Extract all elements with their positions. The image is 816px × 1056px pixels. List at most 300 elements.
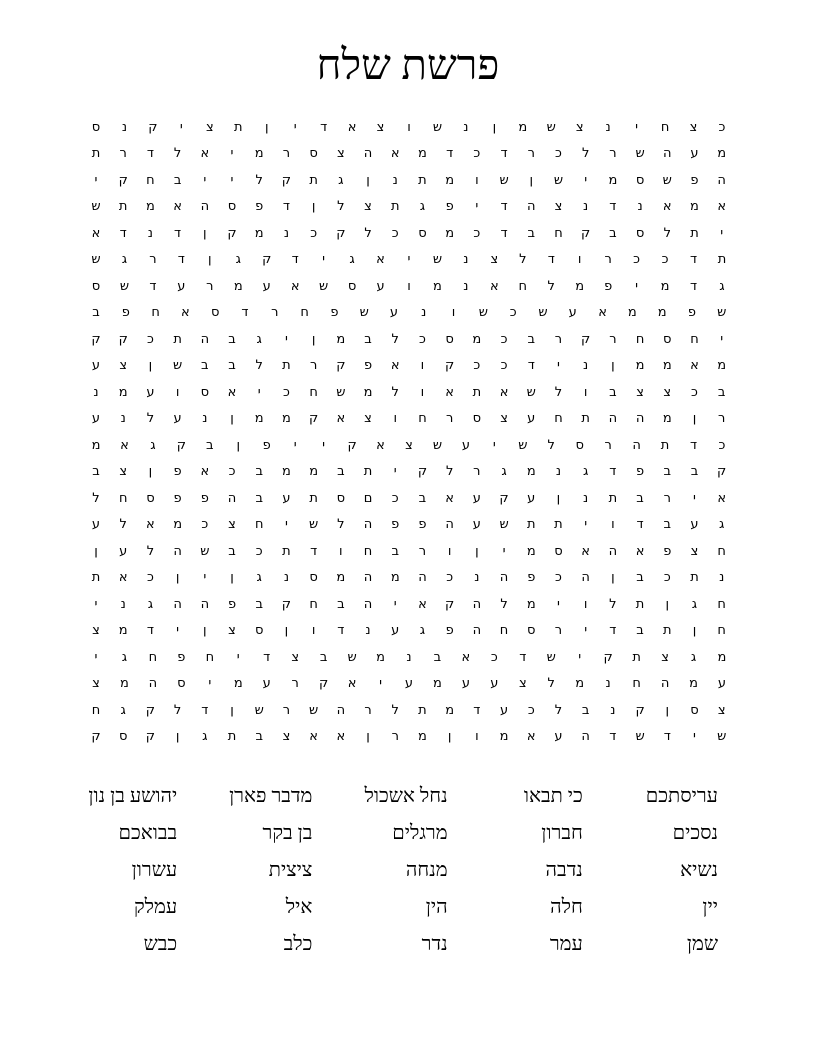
grid-letter: ר xyxy=(282,146,291,162)
grid-letter: י xyxy=(720,225,724,241)
grid-letter: ג xyxy=(690,649,697,665)
grid-letter: י xyxy=(230,146,234,162)
grid-letter: ל xyxy=(364,225,372,241)
grid-letter: מ xyxy=(690,199,699,215)
grid-letter: ב xyxy=(418,490,427,506)
word-bank-item: עמר xyxy=(549,933,583,955)
grid-letter: י xyxy=(208,676,212,692)
grid-letter: כ xyxy=(718,437,726,453)
grid-letter: כ xyxy=(201,517,209,533)
grid-row xyxy=(84,644,734,671)
page-title: פרשת שלח xyxy=(316,43,500,89)
grid-letter: מ xyxy=(717,146,727,162)
grid-letter: נ xyxy=(93,384,99,400)
grid-letter: ג xyxy=(147,596,154,612)
grid-letter: י xyxy=(230,172,234,188)
grid-letter: ו xyxy=(583,384,588,400)
grid-letter: פ xyxy=(445,199,454,215)
grid-row xyxy=(84,379,734,406)
grid-letter: ב xyxy=(228,543,236,559)
grid-letter: מ xyxy=(145,199,155,215)
grid-letter: א xyxy=(227,384,237,400)
word-bank-item: כלב xyxy=(283,933,313,955)
grid-letter: פ xyxy=(262,437,271,453)
grid-letter: ק xyxy=(309,411,319,427)
grid-letter: ב xyxy=(581,702,590,718)
grid-letter: ד xyxy=(689,278,698,294)
grid-letter: ג xyxy=(121,252,128,268)
grid-letter: ר xyxy=(604,437,612,453)
grid-letter: ה xyxy=(363,570,373,586)
grid-letter: ת xyxy=(91,146,101,162)
grid-letter: ה xyxy=(581,729,590,745)
grid-letter: ב xyxy=(255,729,263,745)
grid-letter: ע xyxy=(461,437,470,453)
grid-letter: מ xyxy=(608,172,618,188)
grid-letter: צ xyxy=(490,252,499,268)
grid-letter: נ xyxy=(610,702,616,718)
grid-letter: ע xyxy=(490,676,499,692)
grid-letter: צ xyxy=(282,729,291,745)
grid-letter: ח xyxy=(632,676,641,692)
grid-letter: מ xyxy=(526,464,536,480)
grid-letter: ע xyxy=(173,411,182,427)
grid-letter: ח xyxy=(717,623,726,639)
grid-letter: ס xyxy=(635,172,645,188)
grid-letter: ש xyxy=(336,384,346,400)
grid-row xyxy=(84,538,734,565)
grid-letter: כ xyxy=(391,490,399,506)
grid-letter: ל xyxy=(391,384,399,400)
grid-letter: ג xyxy=(121,649,128,665)
grid-row xyxy=(84,220,734,247)
grid-letter: ע xyxy=(91,517,101,533)
grid-letter: י xyxy=(322,252,326,268)
grid-letter: ס xyxy=(146,490,155,506)
grid-letter: מ xyxy=(309,464,319,480)
grid-letter: י xyxy=(293,119,297,135)
word-bank-item: יהושע בן נון xyxy=(88,785,178,807)
grid-letter: ב xyxy=(255,490,263,506)
grid-letter: ר xyxy=(364,702,372,718)
grid-letter: ן xyxy=(203,225,207,241)
grid-letter: ק xyxy=(176,437,186,453)
grid-letter: נ xyxy=(605,676,611,692)
grid-letter: ש xyxy=(546,119,556,135)
grid-letter: ה xyxy=(227,490,237,506)
grid-letter: ד xyxy=(446,146,454,162)
grid-letter: ת xyxy=(526,517,536,533)
grid-letter: ח xyxy=(660,119,670,135)
grid-letter: ב xyxy=(391,543,399,559)
grid-letter: ג xyxy=(202,729,208,745)
grid-row xyxy=(84,141,734,168)
grid-letter: נ xyxy=(583,199,589,215)
grid-letter: ב xyxy=(717,384,726,400)
grid-letter: ל xyxy=(547,437,555,453)
grid-letter: ע xyxy=(717,676,727,692)
grid-letter: פ xyxy=(418,517,427,533)
grid-letter: צ xyxy=(500,411,508,427)
grid-letter: מ xyxy=(233,278,243,294)
grid-letter: ת xyxy=(363,464,373,480)
grid-letter: ל xyxy=(581,146,590,162)
word-bank-item: עריסתכם xyxy=(645,785,718,807)
grid-letter: ס xyxy=(347,278,357,294)
grid-letter: מ xyxy=(254,225,264,241)
grid-letter: י xyxy=(94,596,98,612)
grid-letter: ע xyxy=(568,305,577,321)
grid-letter: צ xyxy=(405,437,413,453)
grid-letter: ב xyxy=(92,305,100,321)
grid-letter: י xyxy=(284,331,288,347)
word-bank-item: מרגלים xyxy=(392,822,448,844)
grid-letter: א xyxy=(635,543,645,559)
grid-letter: ק xyxy=(91,729,101,745)
grid-letter: מ xyxy=(472,331,482,347)
grid-letter: ב xyxy=(636,570,644,586)
grid-letter: ש xyxy=(553,172,564,188)
grid-letter: ן xyxy=(692,411,697,427)
grid-letter: א xyxy=(336,729,346,745)
grid-letter: כ xyxy=(473,358,481,374)
grid-letter: ס xyxy=(554,543,563,559)
grid-letter: י xyxy=(635,278,639,294)
grid-letter: ב xyxy=(609,225,617,241)
grid-letter: ב xyxy=(636,490,644,506)
grid-letter: ת xyxy=(227,729,237,745)
grid-letter: ע xyxy=(404,676,414,692)
grid-letter: מ xyxy=(575,676,585,692)
grid-letter: כ xyxy=(633,252,641,268)
grid-letter: ק xyxy=(336,358,346,374)
grid-letter: ג xyxy=(501,464,507,480)
grid-letter: מ xyxy=(118,384,128,400)
grid-letter: ע xyxy=(282,490,291,506)
grid-letter: ו xyxy=(311,623,316,639)
grid-letter: ת xyxy=(690,570,699,586)
grid-letter: ד xyxy=(609,199,617,215)
grid-letter: נ xyxy=(555,464,562,480)
grid-letter: נ xyxy=(121,119,128,135)
grid-letter: נ xyxy=(463,119,469,135)
grid-letter: ח xyxy=(518,278,528,294)
grid-letter: נ xyxy=(421,305,427,321)
word-bank-item: יין xyxy=(702,896,718,918)
grid-letter: פ xyxy=(173,490,182,506)
grid-letter: ן xyxy=(366,729,370,745)
grid-letter: ק xyxy=(717,464,727,480)
grid-letter: א xyxy=(118,570,128,586)
grid-letter: ת xyxy=(690,225,699,241)
grid-letter: י xyxy=(578,649,582,665)
grid-letter: ת xyxy=(660,437,670,453)
grid-letter: ד xyxy=(636,517,644,533)
grid-letter: ת xyxy=(581,411,590,427)
grid-letter: מ xyxy=(657,305,667,321)
grid-letter: ר xyxy=(718,411,726,427)
grid-letter: ש xyxy=(538,305,548,321)
grid-letter: ו xyxy=(475,729,479,745)
grid-letter: ה xyxy=(363,517,373,533)
grid-letter: ד xyxy=(609,623,617,639)
grid-letter: ג xyxy=(235,252,241,268)
grid-letter: מ xyxy=(282,464,291,480)
grid-letter: ר xyxy=(445,411,454,427)
grid-letter: ל xyxy=(146,411,155,427)
grid-letter: מ xyxy=(717,358,727,374)
grid-letter: ה xyxy=(173,543,182,559)
grid-letter: ן xyxy=(665,596,670,612)
word-bank-item: בבואכם xyxy=(118,822,178,844)
grid-letter: ב xyxy=(173,172,182,188)
word-bank-item: נדבה xyxy=(545,859,583,881)
grid-letter: ו xyxy=(339,543,343,559)
grid-letter: ס xyxy=(336,490,346,506)
grid-letter: א xyxy=(390,146,400,162)
grid-letter: ח xyxy=(554,225,563,241)
grid-letter: ב xyxy=(319,649,328,665)
grid-row xyxy=(84,353,734,380)
grid-letter: ת xyxy=(418,702,427,718)
grid-letter: ח xyxy=(146,172,155,188)
grid-letter: ש xyxy=(359,305,369,321)
grid-letter: ע xyxy=(91,358,101,374)
grid-letter: ח xyxy=(717,543,726,559)
grid-row xyxy=(84,167,734,194)
grid-letter: צ xyxy=(119,464,128,480)
grid-row xyxy=(84,697,734,724)
grid-letter: ע xyxy=(499,702,509,718)
grid-letter: י xyxy=(584,623,588,639)
grid-letter: ק xyxy=(319,676,329,692)
grid-letter: י xyxy=(379,676,382,692)
grid-letter: ב xyxy=(663,464,672,480)
grid-letter: ר xyxy=(149,252,157,268)
grid-letter: כ xyxy=(391,225,399,241)
grid-letter: ן xyxy=(264,119,269,135)
grid-letter: ב xyxy=(228,358,236,374)
grid-letter: ן xyxy=(175,729,180,745)
grid-letter: ס xyxy=(118,729,128,745)
grid-letter: ב xyxy=(433,649,442,665)
grid-letter: ל xyxy=(554,702,563,718)
grid-letter: ע xyxy=(527,411,536,427)
grid-letter: נ xyxy=(583,490,589,506)
grid-letter: נ xyxy=(365,623,371,639)
grid-letter: כ xyxy=(718,119,726,135)
grid-letter: ק xyxy=(417,464,428,480)
grid-letter: ן xyxy=(475,543,479,559)
grid-row xyxy=(84,724,734,751)
grid-letter: ן xyxy=(366,172,370,188)
grid-letter: ד xyxy=(282,199,290,215)
grid-letter: ר xyxy=(291,676,299,692)
grid-row xyxy=(84,432,734,459)
grid-letter: ד xyxy=(263,649,271,665)
grid-letter: א xyxy=(526,729,536,745)
grid-letter: ש xyxy=(432,252,443,268)
word-bank-item: ציצית xyxy=(268,859,313,881)
grid-letter: ר xyxy=(391,729,399,745)
grid-letter: מ xyxy=(433,278,442,294)
grid-letter: ל xyxy=(663,225,671,241)
grid-letter: ת xyxy=(608,490,618,506)
grid-letter: י xyxy=(502,543,506,559)
grid-letter: ן xyxy=(148,358,153,374)
grid-letter: א xyxy=(120,437,129,453)
grid-letter: ש xyxy=(309,517,319,533)
grid-letter: א xyxy=(290,278,300,294)
grid-letter: ק xyxy=(581,331,591,347)
grid-letter: פ xyxy=(391,517,400,533)
grid-letter: א xyxy=(418,596,427,612)
grid-letter: ן xyxy=(611,570,615,586)
grid-letter: י xyxy=(492,437,496,453)
grid-letter: ד xyxy=(500,146,508,162)
grid-letter: ר xyxy=(554,623,563,639)
grid-letter: ה xyxy=(363,596,373,612)
grid-letter: ח xyxy=(91,702,101,718)
grid-letter: י xyxy=(176,623,180,639)
grid-letter: ת xyxy=(233,119,243,135)
grid-letter: י xyxy=(693,729,696,745)
grid-letter: מ xyxy=(376,649,385,665)
grid-letter: מ xyxy=(662,358,672,374)
grid-letter: י xyxy=(94,172,98,188)
grid-letter: נ xyxy=(463,278,469,294)
grid-letter: ו xyxy=(407,119,411,135)
grid-letter: י xyxy=(322,437,326,453)
grid-letter: ס xyxy=(91,278,101,294)
grid-letter: ת xyxy=(309,490,318,506)
grid-letter: מ xyxy=(518,119,528,135)
grid-letter: נ xyxy=(719,570,725,586)
grid-letter: נ xyxy=(637,199,643,215)
grid-letter: י xyxy=(257,384,261,400)
grid-letter: י xyxy=(635,119,639,135)
grid-letter: ן xyxy=(665,702,670,718)
grid-letter: ד xyxy=(663,729,671,745)
grid-letter: ס xyxy=(663,331,672,347)
grid-letter: מ xyxy=(254,411,264,427)
grid-letter: ע xyxy=(262,676,271,692)
grid-letter: ן xyxy=(529,172,534,188)
grid-letter: ד xyxy=(320,119,328,135)
grid-row xyxy=(84,671,734,698)
grid-letter: ה xyxy=(363,146,373,162)
grid-letter: ש xyxy=(200,543,210,559)
grid-letter: צ xyxy=(717,702,726,718)
grid-letter: ג xyxy=(338,172,344,188)
grid-letter: פ xyxy=(604,278,613,294)
grid-letter: ק xyxy=(91,331,101,347)
grid-letter: נ xyxy=(202,411,208,427)
grid-letter: ש xyxy=(546,649,556,665)
grid-letter: ג xyxy=(582,464,589,480)
grid-letter: ל xyxy=(391,331,399,347)
grid-letter: ר xyxy=(527,146,535,162)
grid-letter: ק xyxy=(145,729,156,745)
grid-letter: ת xyxy=(472,384,482,400)
grid-letter: ה xyxy=(660,676,670,692)
grid-letter: ח xyxy=(499,623,509,639)
grid-letter: פ xyxy=(177,649,186,665)
word-bank-item: חלה xyxy=(550,896,583,918)
grid-row xyxy=(84,406,734,433)
grid-letter: כ xyxy=(500,331,508,347)
word-bank-item: חברון xyxy=(541,822,583,844)
grid-letter: ד xyxy=(500,225,508,241)
grid-letter: כ xyxy=(228,464,236,480)
word-bank-item: כי תבאו xyxy=(523,785,583,807)
grid-letter: ב xyxy=(609,384,617,400)
grid-letter: ב xyxy=(255,596,263,612)
grid-letter: ש xyxy=(432,119,443,135)
grid-letter: צ xyxy=(636,384,644,400)
grid-letter: א xyxy=(489,278,499,294)
grid-letter: ה xyxy=(148,676,158,692)
grid-letter: ל xyxy=(146,543,155,559)
grid-letter: ע xyxy=(91,411,101,427)
grid-letter: ב xyxy=(527,331,535,347)
grid-letter: פ xyxy=(121,305,130,321)
grid-letter: ג xyxy=(256,570,262,586)
grid-letter: ק xyxy=(336,225,346,241)
grid-letter: ו xyxy=(393,411,397,427)
grid-letter: פ xyxy=(255,199,264,215)
grid-letter: ס xyxy=(210,305,220,321)
grid-letter: י xyxy=(556,358,560,374)
grid-letter: א xyxy=(662,199,672,215)
grid-letter: ע xyxy=(391,623,400,639)
grid-letter: ב xyxy=(636,623,644,639)
grid-letter: י xyxy=(393,464,397,480)
grid-letter: ש xyxy=(432,437,443,453)
grid-letter: צ xyxy=(336,146,345,162)
grid-letter: ע xyxy=(554,729,563,745)
grid-letter: ק xyxy=(347,437,357,453)
grid-letter: ה xyxy=(635,411,645,427)
grid-letter: ע xyxy=(461,676,470,692)
grid-letter: ו xyxy=(175,384,180,400)
grid-letter: א xyxy=(581,543,590,559)
grid-letter: פ xyxy=(690,172,699,188)
grid-letter: כ xyxy=(310,225,318,241)
grid-letter: ב xyxy=(337,464,345,480)
grid-letter: ס xyxy=(309,570,318,586)
grid-letter: ב xyxy=(255,464,263,480)
grid-letter: מ xyxy=(336,570,346,586)
grid-row xyxy=(84,300,734,327)
grid-letter: נ xyxy=(283,570,290,586)
grid-letter: י xyxy=(407,252,411,268)
grid-letter: ל xyxy=(173,702,182,718)
grid-letter: ע xyxy=(389,305,399,321)
grid-row xyxy=(84,565,734,592)
grid-letter: כ xyxy=(691,384,698,400)
grid-letter: ד xyxy=(201,702,209,718)
grid-letter: ת xyxy=(282,358,291,374)
grid-letter: י xyxy=(393,596,397,612)
grid-letter: ס xyxy=(690,702,699,718)
grid-letter: פ xyxy=(527,570,536,586)
grid-letter: ו xyxy=(475,172,479,188)
grid-letter: צ xyxy=(661,649,669,665)
grid-letter: ן xyxy=(148,464,153,480)
grid-letter: ר xyxy=(206,278,214,294)
grid-letter: מ xyxy=(660,278,670,294)
